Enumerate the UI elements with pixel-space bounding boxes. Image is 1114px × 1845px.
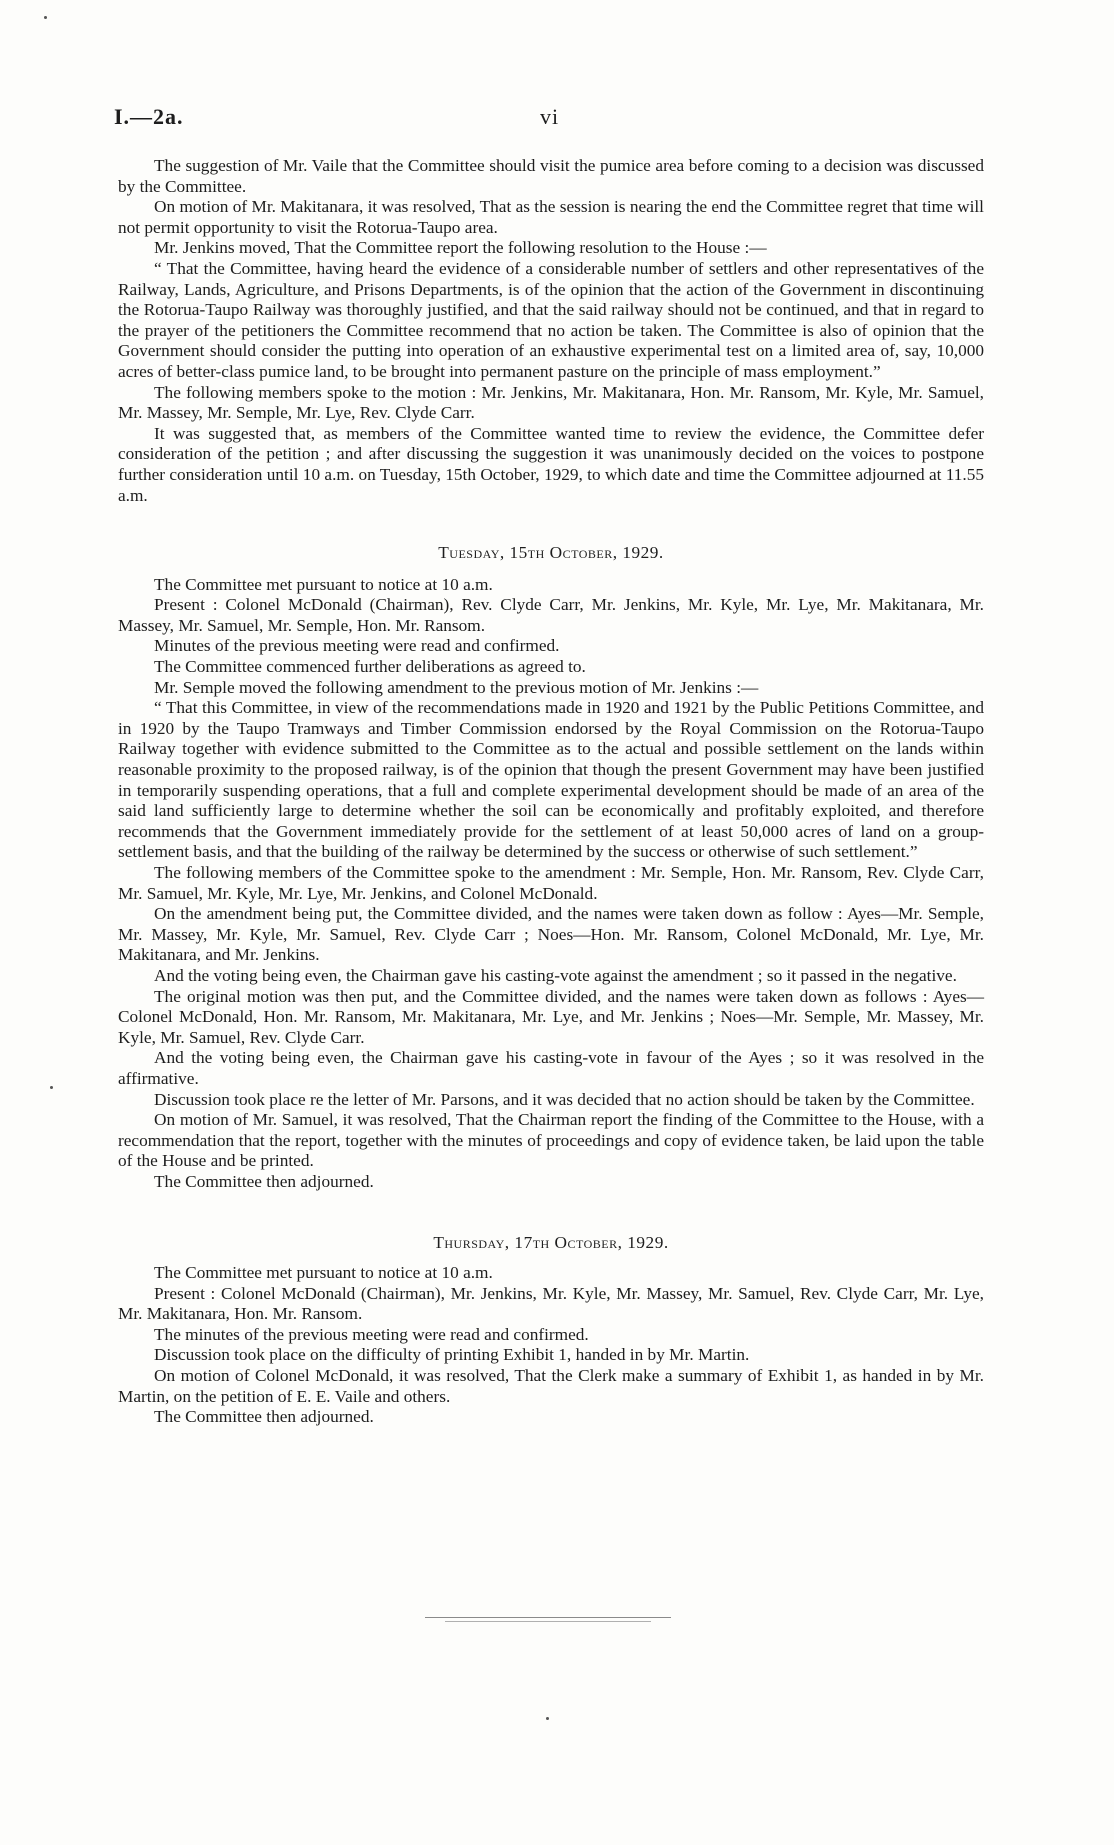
- paragraph: The Committee then adjourned.: [154, 1407, 374, 1427]
- page-number: vi: [540, 104, 560, 129]
- paragraph: The original motion was then put, and the Committee divided, and the names were taken down as follows : Ayes—Colonel McDonald, Hon. Mr. Ransom, Mr. Makitanara, Mr. Lye, and Mr. Jenkins ; Noes—Mr. Semple, Mr. Massey, Mr. Kyle, Mr. Samuel, Rev. Clyde Carr.: [118, 986, 984, 1047]
- scan-speck: [546, 1717, 549, 1720]
- paragraph: Minutes of the previous meeting were read and confirmed.: [154, 636, 560, 656]
- section-heading-thursday: Thursday, 17th October, 1929.: [433, 1232, 669, 1252]
- paragraph: On motion of Mr. Samuel, it was resolved, That the Chairman report the finding of the Committee to the House, with a recommendation that the report, together with the minutes of proceedings and copy of evidence taken, be laid upon the table of the House and be printed.: [118, 1110, 984, 1171]
- paragraph: On motion of Mr. Makitanara, it was resolved, That as the session is nearing the end the Committee regret that time will not permit opportunity to visit the Rotorua-Taupo area.: [118, 197, 984, 237]
- paragraph: The following members spoke to the motion : Mr. Jenkins, Mr. Makitanara, Hon. Mr. Ransom, Mr. Kyle, Mr. Samuel, Mr. Massey, Mr. Semple, Mr. Lye, Rev. Clyde Carr.: [118, 382, 984, 423]
- paragraph: The Committee met pursuant to notice at 10 a.m.: [154, 1263, 493, 1283]
- closing-rule: [425, 1617, 671, 1618]
- quoted-amendment: “ That this Committee, in view of the recommendations made in 1920 and 1921 by the Public Petitions Committee, and in 1920 by the Taupo Tramways and Timber Commission endorsed by the Royal Commission on the Rotorua-Taupo Railway together with evidence submitted to the Committee as to the actual and possible settlement on the lands within reasonable proximity to the proposed railway, is of the opinion that though the present Government may have been justified in temporarily suspending operations, that a full and complete experimental development should be made of an area of the said land sufficiently large to determine whether the soil can be economically and profitably exploited, and therefore recommends that the Government immediately provide for the settlement of at least 50,000 acres of land on a group-settlement basis, and that the building of the railway be determined by the success or otherwise of such settlement.”: [118, 698, 984, 862]
- paragraph: The Committee then adjourned.: [154, 1171, 374, 1191]
- paragraph: The minutes of the previous meeting were read and confirmed.: [154, 1324, 589, 1344]
- paragraph: Mr. Jenkins moved, That the Committee report the following resolution to the House :—: [154, 238, 767, 258]
- section-heading-tuesday: Tuesday, 15th October, 1929.: [438, 543, 664, 563]
- paragraph: Discussion took place on the difficulty of printing Exhibit 1, handed in by Mr. Martin.: [154, 1345, 750, 1365]
- paragraph: Discussion took place re the letter of Mr. Parsons, and it was decided that no action should be taken by the Committee.: [154, 1089, 975, 1109]
- paragraph: On the amendment being put, the Committee divided, and the names were taken down as follow : Ayes—Mr. Semple, Mr. Massey, Mr. Kyle, Mr. Samuel, Rev. Clyde Carr ; Noes—Hon. Mr. Ransom, Colonel McDonald, Mr. Lye, Mr. Makitanara, and Mr. Jenkins.: [118, 904, 984, 965]
- scan-speck: [50, 1086, 53, 1089]
- paragraph: On motion of Colonel McDonald, it was resolved, That the Clerk make a summary of Exhibit 1, as handed in by Mr. Martin, on the petition of E. E. Vaile and others.: [118, 1366, 984, 1406]
- paragraph: Present : Colonel McDonald (Chairman), Mr. Jenkins, Mr. Kyle, Mr. Massey, Mr. Samuel, Rev. Clyde Carr, Mr. Lye, Mr. Makitanara, Hon. Mr. Ransom.: [118, 1283, 984, 1324]
- scan-speck: [44, 16, 47, 19]
- paragraph: Present : Colonel McDonald (Chairman), Rev. Clyde Carr, Mr. Jenkins, Mr. Kyle, Mr. Lye, Mr. Makitanara, Mr. Massey, Mr. Samuel, Mr. Semple, Hon. Mr. Ransom.: [118, 595, 984, 635]
- paragraph: It was suggested that, as members of the Committee wanted time to review the evidence, the Committee defer consideration of the petition ; and after discussing the suggestion it was unanimously decided on the voices to postpone further consideration until 10 a.m. on Tuesday, 15th October, 1929, to which date and time the Committee adjourned at 11.55 a.m.: [118, 423, 984, 505]
- paragraph: The suggestion of Mr. Vaile that the Committee should visit the pumice area before coming to a decision was discussed by the Committee.: [118, 156, 984, 196]
- paragraph: Mr. Semple moved the following amendment to the previous motion of Mr. Jenkins :—: [154, 677, 759, 697]
- quoted-resolution: “ That the Committee, having heard the evidence of a considerable number of settlers and other representatives of the Railway, Lands, Agriculture, and Prisons Departments, is of the opinion that the action of the Government in discontinuing the Rotorua-Taupo Railway was thoroughly justified, and that the said railway should not be continued, and that in regard to the prayer of the petitioners the Committee recommend that no action be taken. The Committee is also of opinion that the Government should consider the putting into operation of an exhaustive experimental test on a limited area of, say, 10,000 acres of better-class pumice land, to be brought into permanent pasture on the principle of mass employment.”: [118, 258, 984, 381]
- paragraph: The Committee commenced further deliberations as agreed to.: [154, 657, 586, 677]
- paragraph: And the voting being even, the Chairman gave his casting-vote in favour of the Ayes ; so it was resolved in the affirmative.: [118, 1048, 984, 1088]
- closing-rule-shadow: [445, 1621, 651, 1622]
- paragraph: The following members of the Committee spoke to the amendment : Mr. Semple, Hon. Mr. Ransom, Rev. Clyde Carr, Mr. Samuel, Mr. Kyle, Mr. Lye, Mr. Jenkins, and Colonel McDonald.: [118, 863, 984, 903]
- paragraph: The Committee met pursuant to notice at 10 a.m.: [154, 574, 493, 594]
- paragraph: And the voting being even, the Chairman gave his casting-vote against the amendment ; so it passed in the negative.: [154, 965, 957, 985]
- document-code: I.—2a.: [114, 104, 184, 129]
- document-body: [118, 156, 984, 1428]
